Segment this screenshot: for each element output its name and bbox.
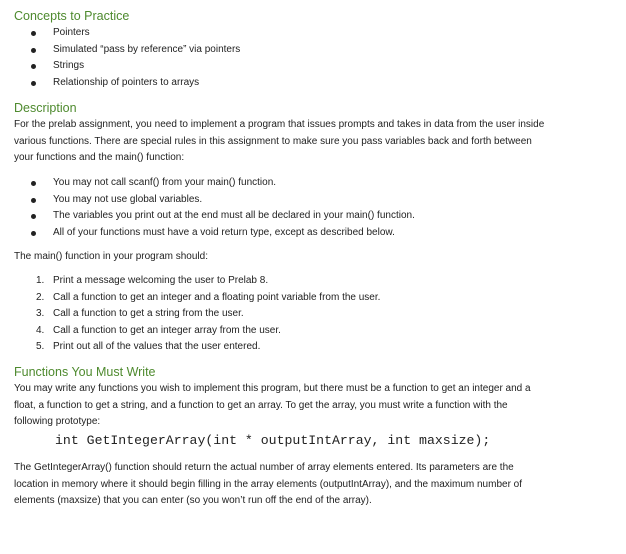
paragraph-line: You may write any functions you wish to implement this program, but there must be a function to get an integer and a: [14, 383, 531, 394]
paragraph-line: float, a function to get a string, and a function to get an array. To get the array, you must write a function with the: [14, 399, 508, 411]
list-item: [53, 208, 415, 225]
steps-list: [36, 273, 380, 356]
list-item: [53, 175, 415, 192]
list-item-text: You may not call scanf() from your main() function.: [53, 177, 277, 188]
functions-heading: Functions You Must Write: [14, 365, 156, 379]
functions-closing: [14, 460, 614, 510]
concepts-list: [53, 25, 240, 91]
concepts-heading: Concepts to Practice: [14, 9, 130, 23]
step-number: 5.: [36, 341, 45, 353]
list-item-text: Print a message welcoming the user to Prelab 8.: [53, 275, 269, 286]
list-item: [53, 75, 240, 92]
description-intro: [14, 117, 614, 167]
main-intro: [14, 249, 614, 266]
list-item-text: Call a function to get an integer and a floating point variable from the user.: [53, 291, 381, 303]
bullet-icon: [31, 231, 36, 236]
list-item: [53, 42, 240, 59]
paragraph-line: your functions and the main() function:: [14, 152, 185, 164]
bullet-icon: [31, 198, 36, 203]
list-item-text: All of your functions must have a void return type, except as described below.: [53, 226, 395, 238]
step-number: 4.: [36, 324, 45, 336]
list-item-text: Pointers: [53, 27, 90, 38]
list-item-text: You may not use global variables.: [53, 193, 203, 205]
paragraph-line: following prototype:: [14, 416, 101, 428]
list-item-text: Print out all of the values that the user entered.: [53, 341, 261, 353]
paragraph-line: elements (maxsize) that you can enter (so you won’t run off the end of the array).: [14, 495, 372, 507]
list-item: [53, 58, 240, 75]
list-item-text: Call a function to get a string from the user.: [53, 308, 244, 320]
list-item-text: Call a function to get an integer array from the user.: [53, 324, 281, 336]
bullet-icon: [31, 31, 36, 36]
bullet-icon: [31, 81, 36, 86]
list-item: [36, 306, 380, 323]
paragraph-line: The GetIntegerArray() function should return the actual number of array elements entered. Its parameters are the: [14, 462, 514, 473]
list-item: [36, 323, 380, 340]
bullet-icon: [31, 64, 36, 69]
rules-list: [53, 175, 415, 241]
list-item: [53, 25, 240, 42]
list-item-text: Simulated “pass by reference” via pointers: [53, 43, 241, 55]
paragraph-line: For the prelab assignment, you need to implement a program that issues prompts and takes in data from the user inside: [14, 119, 545, 130]
functions-intro: [14, 381, 614, 431]
list-item: [36, 339, 380, 356]
list-item: [53, 192, 415, 209]
step-number: 2.: [36, 291, 45, 303]
paragraph-line: various functions. There are special rules in this assignment to make sure you pass variables back and forth between: [14, 135, 532, 147]
bullet-icon: [31, 214, 36, 219]
list-item: [53, 225, 415, 242]
list-item: [36, 290, 380, 307]
list-item-text: Relationship of pointers to arrays: [53, 76, 200, 88]
bullet-icon: [31, 181, 36, 186]
list-item: [36, 273, 380, 290]
paragraph-line: The main() function in your program should:: [14, 251, 208, 262]
bullet-icon: [31, 48, 36, 53]
paragraph-line: location in memory where it should begin filling in the array elements (outputIntArray), and the maximum number of: [14, 478, 523, 490]
function-prototype: int GetIntegerArray(int * outputIntArray, int maxsize);: [55, 433, 491, 448]
step-number: 1.: [36, 275, 45, 286]
list-item-text: The variables you print out at the end must all be declared in your main() function.: [53, 210, 415, 222]
description-heading: Description: [14, 101, 77, 115]
list-item-text: Strings: [53, 60, 85, 72]
step-number: 3.: [36, 308, 45, 320]
